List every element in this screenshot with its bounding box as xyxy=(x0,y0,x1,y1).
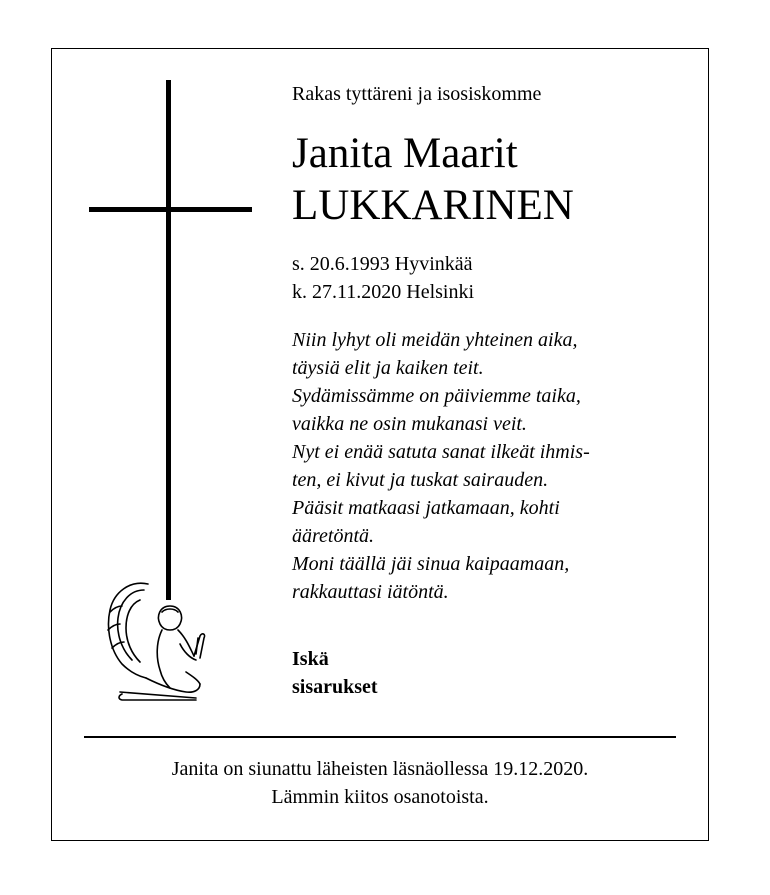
death-date: k. 27.11.2020 Helsinki xyxy=(292,281,475,303)
footer-note xyxy=(51,755,709,811)
memorial-poem xyxy=(292,326,590,606)
poem-line: Sydämissämme on päiviemme taika, xyxy=(292,385,581,407)
deceased-first-names: Janita Maarit xyxy=(292,130,518,177)
poem-line: ten, ei kivut ja tuskat sairauden. xyxy=(292,469,549,491)
funeral-note: Janita on siunattu läheisten läsnäollessa 19.12.2020. xyxy=(171,758,589,780)
deceased-surname: LUKKARINEN xyxy=(292,182,574,229)
cross-arm xyxy=(89,207,252,212)
poem-line: Niin lyhyt oli meidän yhteinen aika, xyxy=(292,329,578,351)
praying-angel-icon xyxy=(100,572,215,702)
intro-text: Rakas tyttäreni ja isosiskomme xyxy=(292,83,542,105)
thanks-note: Lämmin kiitos osanotoista. xyxy=(271,786,489,808)
poem-line: täysiä elit ja kaiken teit. xyxy=(292,357,484,379)
divider xyxy=(84,736,676,738)
poem-line: Pääsit matkaasi jatkamaan, kohti xyxy=(292,497,560,519)
life-dates xyxy=(292,250,474,306)
mourners xyxy=(292,645,378,701)
poem-line: rakkauttasi iätöntä. xyxy=(292,581,449,603)
mourner-name: Iskä xyxy=(292,648,329,670)
poem-line: Moni täällä jäi sinua kaipaamaan, xyxy=(292,553,570,575)
poem-line: vaikka ne osin mukanasi veit. xyxy=(292,413,527,435)
poem-line: Nyt ei enää satuta sanat ilkeät ihmis- xyxy=(292,441,590,463)
birth-date: s. 20.6.1993 Hyvinkää xyxy=(292,253,473,275)
mourner-name: sisarukset xyxy=(292,676,378,698)
cross-icon xyxy=(166,80,171,600)
poem-line: ääretöntä. xyxy=(292,525,375,547)
